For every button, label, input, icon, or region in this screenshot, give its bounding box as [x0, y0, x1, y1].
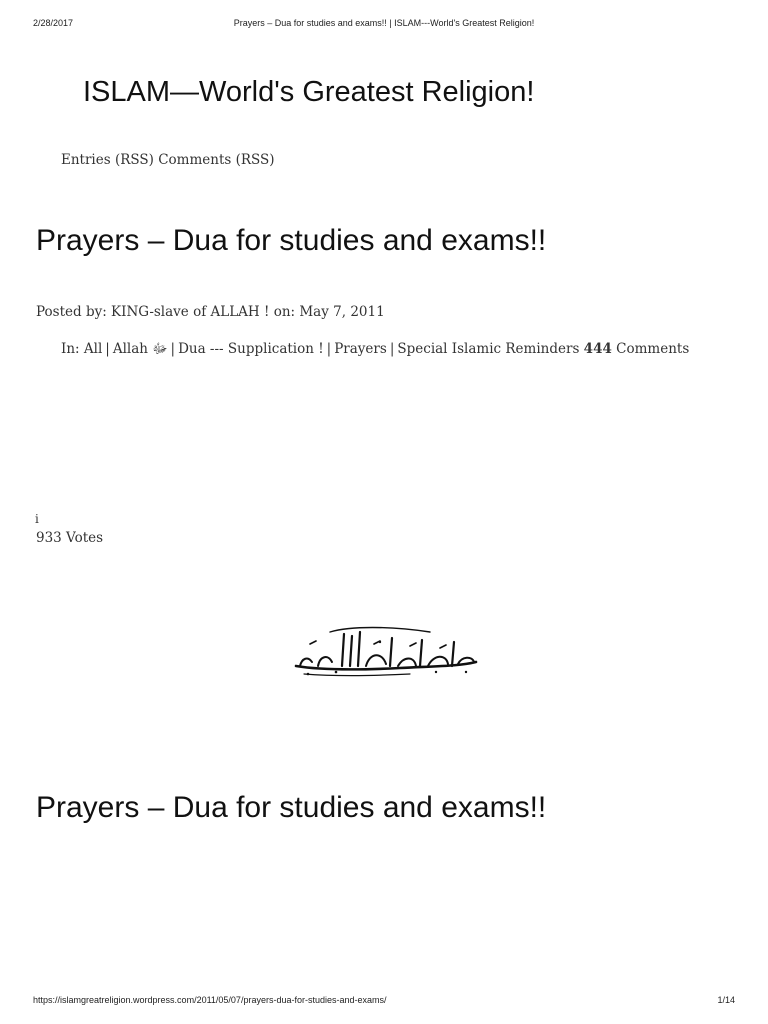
bismillah-calligraphy-image	[290, 622, 482, 678]
print-document-title: Prayers – Dua for studies and exams!! | ISLAM---World's Greatest Religion!	[233, 18, 535, 28]
category-prayers[interactable]: Prayers	[334, 341, 387, 357]
post-title-repeat: Prayers – Dua for studies and exams!!	[36, 791, 547, 824]
post-title[interactable]: Prayers – Dua for studies and exams!!	[36, 224, 547, 257]
category-all[interactable]: All	[83, 341, 103, 357]
post-meta: Posted by: KING-slave of ALLAH ! on: May 7, 2011	[36, 304, 385, 320]
votes-count: 933 Votes	[36, 530, 104, 546]
category-dua-supplication[interactable]: Dua --- Supplication !	[178, 341, 324, 357]
comments-count[interactable]: 444	[583, 341, 612, 357]
feed-links	[61, 152, 275, 168]
category-special-islamic-reminders[interactable]: Special Islamic Reminders	[397, 341, 580, 357]
print-url: https://islamgreatreligion.wordpress.com/2011/05/07/prayers-dua-for-studies-and-exams/	[33, 995, 387, 1005]
print-header	[0, 18, 768, 30]
entries-rss-link[interactable]: Entries (RSS)	[61, 152, 154, 168]
print-page-number: 1/14	[717, 995, 735, 1005]
category-allah[interactable]: Allah ﷻ	[112, 341, 168, 357]
print-date: 2/28/2017	[33, 18, 74, 28]
comments-rss-link[interactable]: Comments (RSS)	[158, 152, 275, 168]
site-title[interactable]: ISLAM—World's Greatest Religion!	[83, 76, 535, 108]
rating-info-icon[interactable]: i	[35, 512, 39, 526]
comments-link[interactable]: Comments	[616, 341, 690, 357]
post-categories: In: All | Allah ﷻ | Dua --- Supplication ! | Prayers | Special Islamic Reminders 444 Comments	[61, 341, 690, 357]
print-footer	[0, 995, 768, 1007]
categories-label: In:	[61, 341, 80, 357]
